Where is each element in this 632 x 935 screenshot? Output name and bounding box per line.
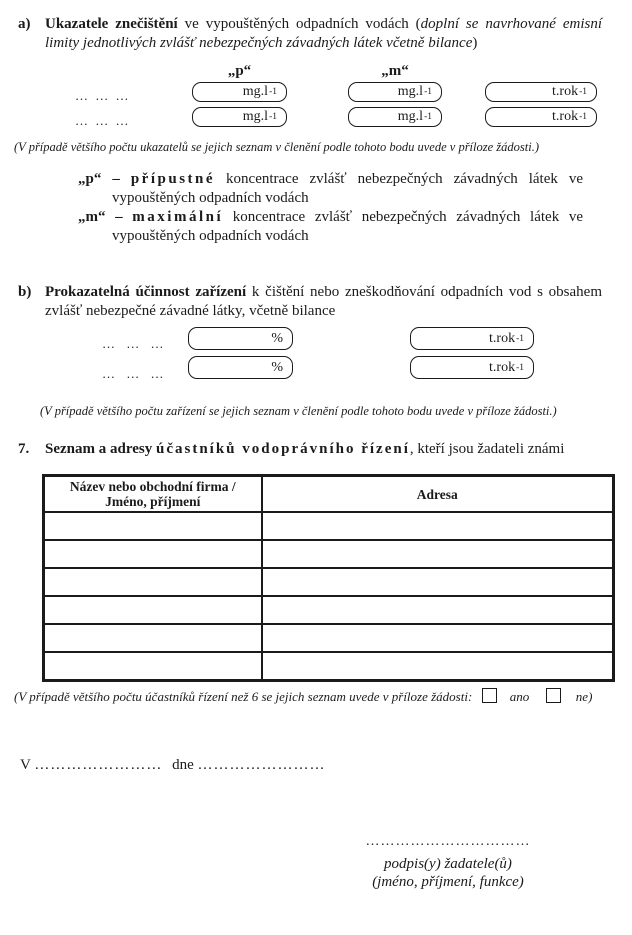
date-blank[interactable]: …………………… (197, 757, 326, 773)
cell-address[interactable] (262, 540, 614, 568)
table-row (44, 624, 614, 652)
checkbox-ano-label: ano (509, 689, 530, 704)
participants-note (14, 688, 592, 705)
column-label-m: „m“ (381, 63, 409, 79)
field-percent-1[interactable] (188, 327, 293, 350)
field-m-mgl-1[interactable]: mg.l -1 (348, 82, 442, 102)
section-a-text: ve vypouštěných odpadních vodách ( (177, 16, 421, 32)
participants-table-body (44, 512, 614, 681)
table-row (44, 596, 614, 624)
section-b-text: k čištění nebo zneškodňování odpadních vod s obsahem zvlášť nebezpečné závadné látky, včetně bilance (45, 284, 602, 319)
place-date-line (20, 757, 325, 774)
table-row (44, 512, 614, 540)
cell-address[interactable] (262, 652, 614, 681)
section-a-paren: ) (472, 35, 478, 51)
field-trok-b2[interactable]: t.rok -1 (410, 356, 534, 379)
definition-m-term: maximální (132, 209, 224, 225)
field-percent-2[interactable] (188, 356, 293, 379)
cell-name[interactable] (44, 512, 262, 540)
unit-label: mg.l (242, 84, 269, 99)
section-b-title: Prokazatelná účinnost zařízení (45, 284, 247, 300)
place-blank[interactable]: …………………… (34, 757, 163, 773)
section-7-heading (18, 441, 565, 458)
unit-label: mg.l (397, 84, 424, 99)
section-a-title: Ukazatele znečištění (45, 16, 178, 32)
section-a-note: (V případě většího počtu ukazatelů se jejich seznam v členění podle tohoto bodu uvede v příloze žádosti.) (14, 140, 540, 154)
section-b-heading (18, 283, 602, 321)
participants-note-text: (V případě většího počtu účastníků řízení než 6 se jejich seznam uvede v příloze žádosti: (14, 689, 473, 704)
section-7-number: 7. (18, 441, 30, 457)
device-blank-2[interactable]: … … … (102, 366, 168, 381)
table-row (44, 568, 614, 596)
unit-label: % (271, 359, 283, 375)
cell-address[interactable] (262, 596, 614, 624)
field-m-mgl-2[interactable]: mg.l -1 (348, 107, 442, 127)
section-a-label: a) (18, 16, 31, 32)
cell-address[interactable] (262, 512, 614, 540)
cell-name[interactable] (44, 540, 262, 568)
signature-blank[interactable]: …………………………… (365, 834, 531, 849)
field-p-mgl-1[interactable]: mg.l -1 (192, 82, 287, 102)
table-header-row (44, 476, 614, 513)
indicator-blank-2[interactable]: … … … (75, 113, 131, 128)
field-trok-2[interactable]: t.rok -1 (485, 107, 597, 127)
unit-label: t.rok (489, 330, 516, 346)
cell-address[interactable] (262, 568, 614, 596)
unit-label: mg.l (242, 109, 269, 124)
table-row (44, 540, 614, 568)
cell-name[interactable] (44, 596, 262, 624)
definition-p-label: „p“ – (78, 171, 120, 187)
column-label-p: „p“ (227, 63, 252, 79)
field-trok-b1[interactable]: t.rok -1 (410, 327, 534, 350)
section-b-note: (V případě většího počtu zařízení se jejich seznam v členění podle tohoto bodu uvede v příloze žádosti.) (40, 404, 557, 418)
participants-table (42, 474, 615, 682)
unit-label: t.rok (489, 359, 516, 375)
checkbox-ne[interactable] (546, 688, 561, 703)
place-label: V (20, 757, 31, 773)
section-7-title: Seznam a adresy (45, 441, 156, 457)
definition-m-text: koncentrace zvlášť nebezpečných závadných látek ve vypouštěných odpadních vodách (112, 209, 584, 244)
definition-m (78, 208, 583, 246)
section-7-title-spaced: účastníků vodoprávního řízení (155, 441, 410, 457)
unit-label: mg.l (397, 109, 424, 124)
unit-label: % (271, 330, 283, 346)
device-blank-1[interactable]: … … … (102, 336, 168, 351)
signature-caption-2: (jméno, příjmení, funkce) (372, 874, 524, 890)
definition-p (78, 170, 583, 208)
cell-name[interactable] (44, 652, 262, 681)
checkbox-ne-label: ne) (575, 689, 593, 704)
table-row (44, 652, 614, 681)
definition-p-text: koncentrace zvlášť nebezpečných závadných látek ve vypouštěných odpadních vodách (112, 171, 584, 206)
definition-p-term: přípustné (130, 171, 216, 187)
header-address-column: Adresa (262, 476, 614, 513)
header-name-column: Název nebo obchodní firma / Jméno, příjmení (44, 476, 262, 513)
indicator-blank-1[interactable]: … … … (75, 88, 131, 103)
cell-name[interactable] (44, 568, 262, 596)
signature-caption-1: podpis(y) žadatele(ů) (384, 856, 512, 872)
cell-name[interactable] (44, 624, 262, 652)
section-7-text: , kteří jsou žadateli známi (409, 441, 565, 457)
unit-label: t.rok (552, 84, 579, 99)
field-trok-1[interactable]: t.rok -1 (485, 82, 597, 102)
unit-label: t.rok (552, 109, 579, 124)
field-p-mgl-2[interactable]: mg.l -1 (192, 107, 287, 127)
section-a-heading (18, 15, 602, 53)
cell-address[interactable] (262, 624, 614, 652)
section-a-italic-note: doplní se navrhované emisní limity jednotlivých zvlášť nebezpečných závadných látek včetně bilance (45, 16, 602, 51)
signature-block (298, 834, 598, 891)
definitions-block (78, 170, 583, 246)
date-label: dne (172, 757, 194, 773)
checkbox-ano[interactable] (482, 688, 497, 703)
section-b-label: b) (18, 284, 32, 300)
definition-m-label: „m“ – (78, 209, 123, 225)
